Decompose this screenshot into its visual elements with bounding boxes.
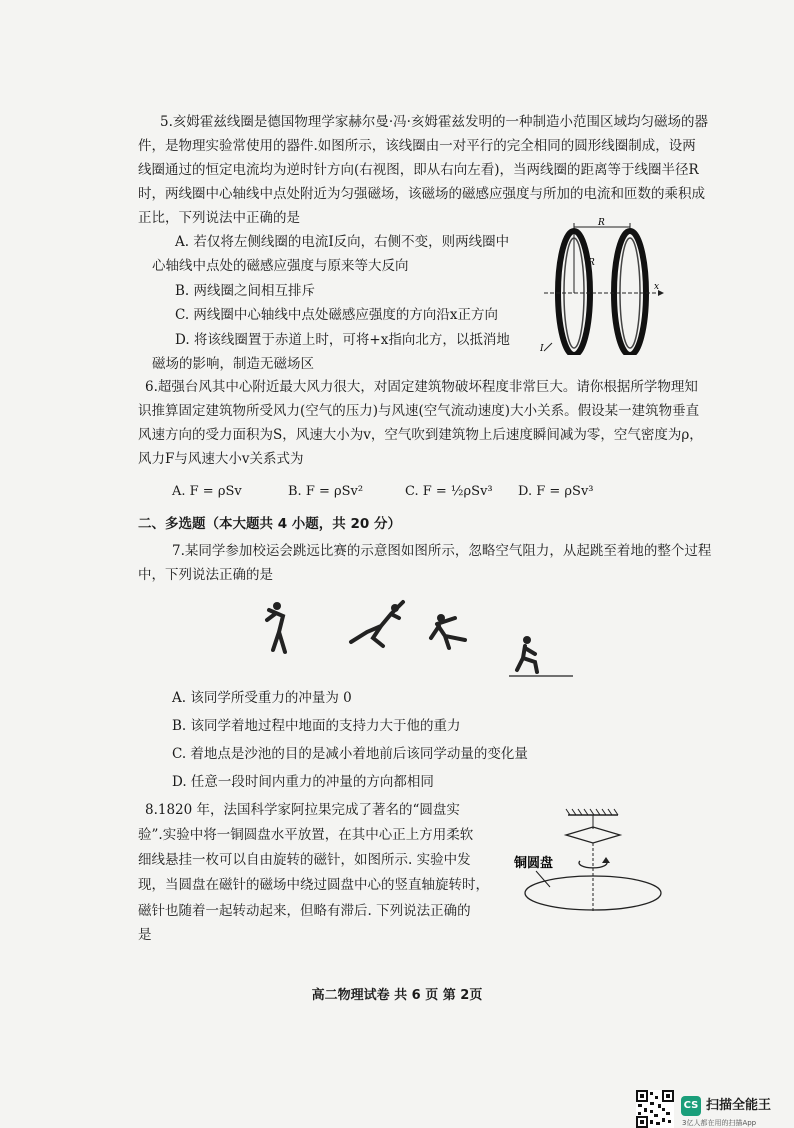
coil-x-label: x [654,282,660,292]
q5-option-c: C. 两线圈中心轴线中点处磁感应强度的方向沿x正方向 [175,307,499,323]
coil-r-top-label: R [598,218,605,228]
q5-line-2: 件，是物理实验常使用的器件.如图所示，该线圈由一对平行的完全相同的圆形线圈制成，设两 [138,138,696,154]
q7-option-a: A. 该同学所受重力的冲量为 0 [172,690,352,706]
q6-line-4: 风力F与风速大小v关系式为 [138,451,304,467]
q8-line-4: 现，当圆盘在磁针的磁场中绕过圆盘中心的竖直轴旋转时， [138,877,489,893]
scanner-app-logo: CS [681,1096,701,1116]
q7-option-d: D. 任意一段时间内重力的冲量的方向都相同 [172,774,434,790]
helmholtz-coil-figure [540,215,670,355]
q6-line-1: 6.超强台风其中心附近最大风力很大，对固定建筑物破坏程度非常巨大。请你根据所学物理知 [145,379,698,395]
q5-option-d-cont: 磁场的影响，制造无磁场区 [152,356,314,372]
copper-disk-label: 铜圆盘 [514,856,554,871]
section-heading-multi-choice: 二、多选题（本大题共 4 小题，共 20 分） [138,516,401,532]
coil-r-side-label: R [588,258,595,268]
q8-line-2: 验”.实验中将一铜圆盘水平放置，在其中心正上方用柔软 [138,827,474,843]
q6-option-a: A. F = ρSv [172,484,242,499]
q6-option-b: B. F = ρSv² [288,484,364,499]
q5-option-a-cont: 心轴线中点处的磁感应强度与原来等大反向 [152,258,409,274]
q7-option-c: C. 着地点是沙池的目的是减小着地前后该同学动量的变化量 [172,746,528,762]
q8-line-5: 磁针也随着一起转动起来，但略有滞后. 下列说法正确的 [138,903,471,919]
q5-line-4: 时，两线圈中心轴线中点处附近为匀强磁场，该磁场的磁感应强度与所加的电流和匝数的乘积成 [138,186,705,202]
q7-line-1: 7.某同学参加校运会跳远比赛的示意图如图所示，忽略空气阻力，从起跳至着地的整个过程 [172,543,712,559]
q5-option-d: D. 将该线圈置于赤道上时，可将+x指向北方，以抵消地 [175,332,510,348]
q6-line-3: 风速方向的受力面积为S，风速大小为v，空气吹到建筑物上后速度瞬间减为零，空气密度为ρ， [138,427,703,443]
q8-line-3: 细线悬挂一枚可以自由旋转的磁针，如图所示. 实验中发 [138,852,471,868]
q5-option-a: A. 若仅将左侧线圈的电流I反向，右侧不变，则两线圈中 [175,234,510,250]
q7-option-b: B. 该同学着地过程中地面的支持力大于他的重力 [172,718,461,734]
q8-line-1: 8.1820 年，法国科学家阿拉果完成了著名的“圆盘实 [145,802,460,818]
q5-line-3: 线圈通过的恒定电流均为逆时针方向(右视图，即从右向左看)，当两线圈的距离等于线圈半径R [138,162,699,178]
scanner-app-tagline: 3亿人都在用的扫描App [682,1119,757,1127]
q6-line-2: 识推算固定建筑物所受风力(空气的压力)与风速(空气流动速度)大小关系。假设某一建筑物垂直 [138,403,700,419]
coil-i-label: I [540,344,544,354]
qr-code-icon [636,1090,674,1128]
q6-option-d: D. F = ρSv³ [518,484,594,499]
q5-line-1: 5.亥姆霍兹线圈是德国物理学家赫尔曼·冯·亥姆霍兹发明的一种制造小范围区域均匀磁场的器 [160,114,708,130]
page-footer: 高二物理试卷 共 6 页 第 2页 [311,988,483,1003]
long-jump-figure [255,598,585,680]
q7-line-2: 中，下列说法正确的是 [138,567,273,583]
scanner-app-name: 扫描全能王 [706,1098,772,1113]
q5-option-b: B. 两线圈之间相互排斥 [175,283,316,299]
copper-disk-figure [510,805,670,920]
q6-option-c: C. F = ½ρSv³ [405,484,493,499]
q8-line-6: 是 [138,927,152,943]
q5-line-5: 正比，下列说法中正确的是 [138,210,300,226]
